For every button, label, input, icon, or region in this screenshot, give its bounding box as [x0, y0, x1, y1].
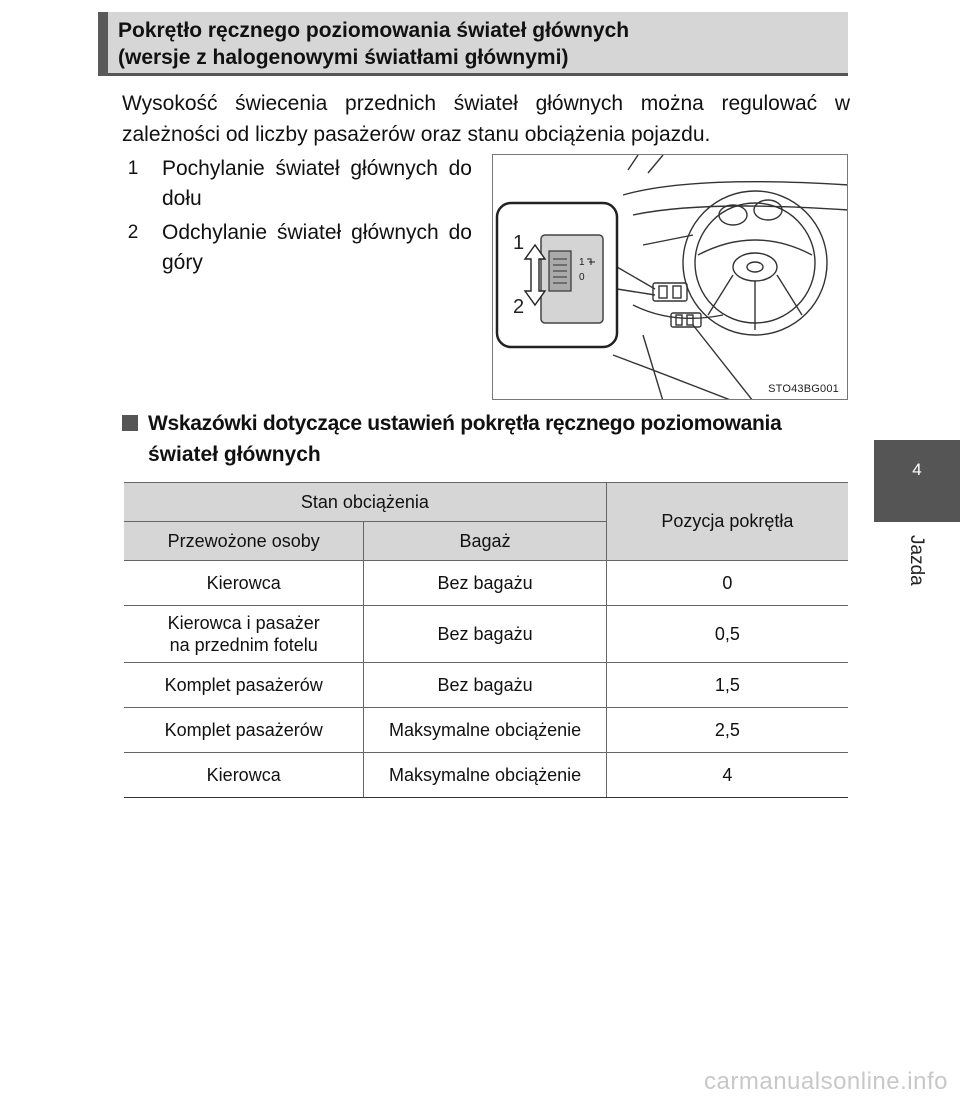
chapter-name: Jazda — [906, 535, 927, 586]
item-text: Odchylanie świateł głównych do góry — [162, 221, 472, 274]
cell-position: 0,5 — [606, 606, 848, 663]
list-item-tilt-up — [122, 218, 472, 278]
chapter-name-vertical — [905, 535, 929, 605]
cell-luggage: Bez bagażu — [364, 606, 606, 663]
dashboard-illustration — [492, 154, 848, 400]
dial-mark-zero: 0 — [579, 272, 585, 283]
header-load-state: Stan obciążenia — [124, 483, 606, 522]
cell-luggage: Bez bagażu — [364, 561, 606, 606]
section-header — [98, 12, 848, 76]
watermark: carmanualsonline.info — [704, 1068, 948, 1095]
dashboard-drawing — [493, 155, 848, 400]
cell-persons: Kierowca — [124, 561, 364, 606]
table-row — [124, 708, 848, 753]
item-text: Pochylanie świateł głównych do dołu — [162, 157, 472, 210]
header-title-line2: (wersje z halogenowymi światłami głównymi) — [118, 46, 569, 69]
figure-code: STO43BG001 — [768, 383, 839, 395]
header-accent-bar — [98, 12, 108, 76]
cell-luggage: Bez bagażu — [364, 663, 606, 708]
cell-persons: Kierowca — [124, 753, 364, 798]
table-row — [124, 753, 848, 798]
tip-heading-line2: świateł głównych — [148, 443, 321, 466]
cell-luggage: Maksymalne obciążenie — [364, 708, 606, 753]
tip-heading-line1: Wskazówki dotyczące ustawień pokrętła ręcznego poziomowania — [148, 412, 782, 435]
cell-persons: Komplet pasażerów — [124, 708, 364, 753]
table-row — [124, 606, 848, 663]
intro-paragraph: Wysokość świecenia przednich świateł głównych można regulować w zależności od liczby pasażerów oraz stanu obciążenia pojazdu. — [122, 92, 850, 146]
cell-persons: Komplet pasażerów — [124, 663, 364, 708]
table-header-row — [124, 483, 848, 522]
cell-position: 4 — [606, 753, 848, 798]
list-item-tilt-down — [122, 154, 472, 214]
cell-persons-line2: na przednim fotelu — [169, 635, 318, 655]
item-number-1: 1 — [127, 158, 139, 179]
header-dial-position: Pozycja pokrętła — [606, 483, 848, 561]
callout-1: 1 — [513, 232, 525, 254]
square-bullet-icon — [122, 415, 138, 431]
cell-persons — [124, 606, 364, 663]
cell-persons-line1: Kierowca i pasażer — [167, 613, 320, 633]
cell-position: 2,5 — [606, 708, 848, 753]
item-number-2: 2 — [127, 222, 139, 243]
cell-position: 0 — [606, 561, 848, 606]
header-persons: Przewożone osoby — [124, 522, 364, 561]
chapter-tab — [874, 440, 960, 522]
dial-mark-one: 1 — [579, 257, 585, 268]
header-luggage: Bagaż — [364, 522, 606, 561]
chapter-number: 4 — [912, 460, 922, 479]
callout-2: 2 — [513, 296, 525, 318]
header-title-line1: Pokrętło ręcznego poziomowania świateł głównych — [118, 19, 630, 42]
load-settings-table — [124, 482, 848, 798]
cell-position: 1,5 — [606, 663, 848, 708]
table-row — [124, 561, 848, 606]
cell-luggage: Maksymalne obciążenie — [364, 753, 606, 798]
table-row — [124, 663, 848, 708]
